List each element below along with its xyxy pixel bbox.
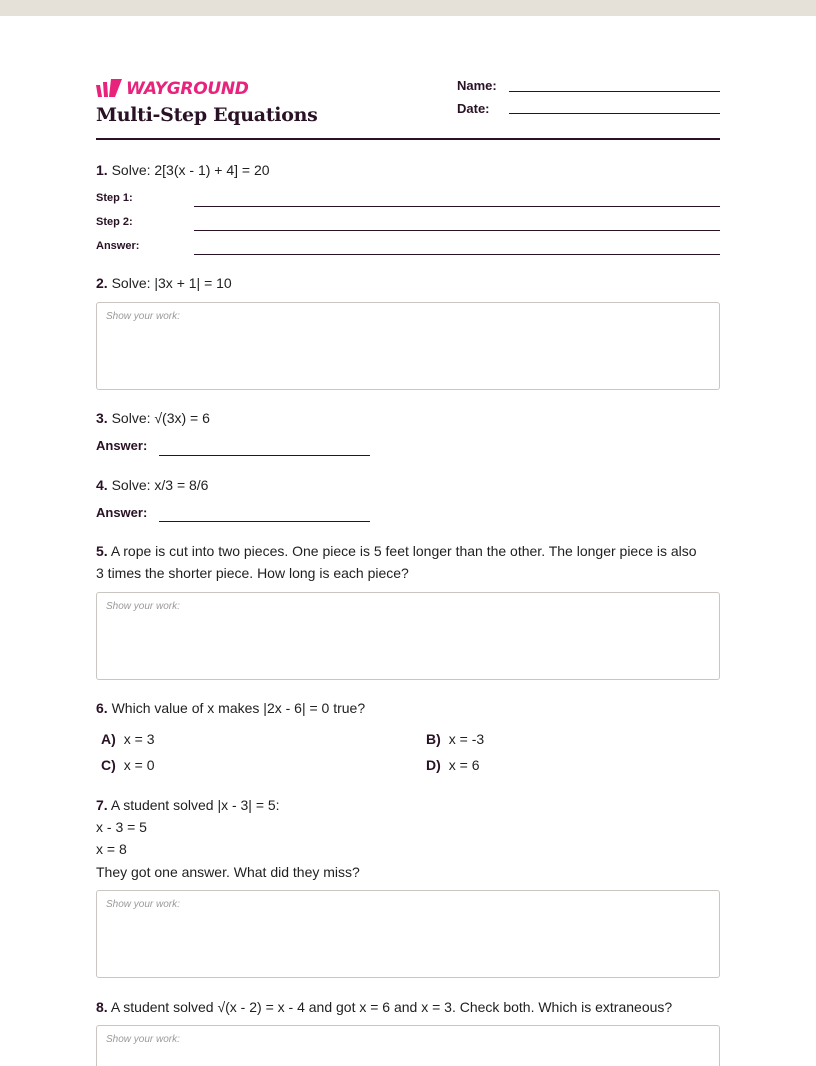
question-text: A rope is cut into two pieces. One piece is 5 feet longer than the other. The longer piece is also 3 times the shorter piece. How long is each piece?: [96, 543, 697, 581]
answer-label: Answer:: [96, 438, 148, 453]
question-7: [96, 794, 720, 816]
answer-label: Answer:: [96, 505, 148, 520]
question-text: A student solved √(x - 2) = x - 4 and got x = 6 and x = 3. Check both. Which is extraneous?: [110, 999, 673, 1015]
question-6: [96, 697, 720, 719]
question-number: 8.: [96, 999, 108, 1015]
question-8: [96, 996, 720, 1018]
work-box[interactable]: [96, 1025, 720, 1066]
work-placeholder: Show your work:: [106, 311, 180, 322]
answer-line[interactable]: [159, 455, 370, 456]
top-bar: [0, 0, 816, 16]
wayground-logo: [96, 79, 249, 99]
name-field[interactable]: [509, 91, 720, 92]
work-line: x = 8: [96, 841, 127, 857]
choice-letter: C): [101, 757, 116, 773]
name-label: Name:: [457, 78, 497, 93]
step-1-line[interactable]: [194, 206, 720, 207]
choice-letter: A): [101, 731, 116, 747]
work-placeholder: Show your work:: [106, 1034, 180, 1045]
answer-label: Answer:: [96, 240, 140, 252]
question-number: 4.: [96, 477, 108, 493]
work-placeholder: Show your work:: [106, 899, 180, 910]
question-4: [96, 474, 720, 496]
choice-letter: D): [426, 757, 441, 773]
logo-text: WAYGROUND: [126, 79, 249, 99]
choice-d[interactable]: [426, 757, 480, 773]
step-2-label: Step 2:: [96, 216, 133, 228]
date-field[interactable]: [509, 113, 720, 114]
header-divider: [96, 138, 720, 140]
work-box[interactable]: [96, 302, 720, 390]
choice-text: x = 3: [123, 731, 155, 747]
choice-c[interactable]: [101, 757, 155, 773]
step-1-label: Step 1:: [96, 192, 133, 204]
question-text: Solve: |3x + 1| = 10: [111, 275, 232, 291]
choice-b[interactable]: [426, 731, 484, 747]
question-text: Solve: 2[3(x - 1) + 4] = 20: [111, 162, 270, 178]
question-3: [96, 407, 720, 429]
choice-letter: B): [426, 731, 441, 747]
work-box[interactable]: [96, 592, 720, 680]
question-2: [96, 272, 720, 294]
question-text: Solve: x/3 = 8/6: [111, 477, 209, 493]
work-line: x - 3 = 5: [96, 819, 147, 835]
date-label: Date:: [457, 101, 490, 116]
choice-text: x = 0: [123, 757, 155, 773]
follow-up-text: They got one answer. What did they miss?: [96, 864, 360, 880]
work-box[interactable]: [96, 890, 720, 978]
question-number: 1.: [96, 162, 108, 178]
answer-line[interactable]: [194, 254, 720, 255]
question-number: 3.: [96, 410, 108, 426]
step-2-line[interactable]: [194, 230, 720, 231]
question-text: Which value of x makes |2x - 6| = 0 true?: [111, 700, 366, 716]
question-number: 6.: [96, 700, 108, 716]
page-title: Multi-Step Equations: [96, 104, 318, 126]
question-number: 2.: [96, 275, 108, 291]
choice-text: x = -3: [448, 731, 485, 747]
question-5: [96, 540, 706, 584]
choice-a[interactable]: [101, 731, 155, 747]
answer-line[interactable]: [159, 521, 370, 522]
question-1: [96, 159, 720, 181]
question-number: 7.: [96, 797, 108, 813]
wayground-logo-icon: [96, 79, 122, 99]
work-placeholder: Show your work:: [106, 601, 180, 612]
question-number: 5.: [96, 543, 108, 559]
question-text: A student solved |x - 3| = 5:: [110, 797, 280, 813]
choice-text: x = 6: [448, 757, 480, 773]
question-text: Solve: √(3x) = 6: [111, 410, 210, 426]
